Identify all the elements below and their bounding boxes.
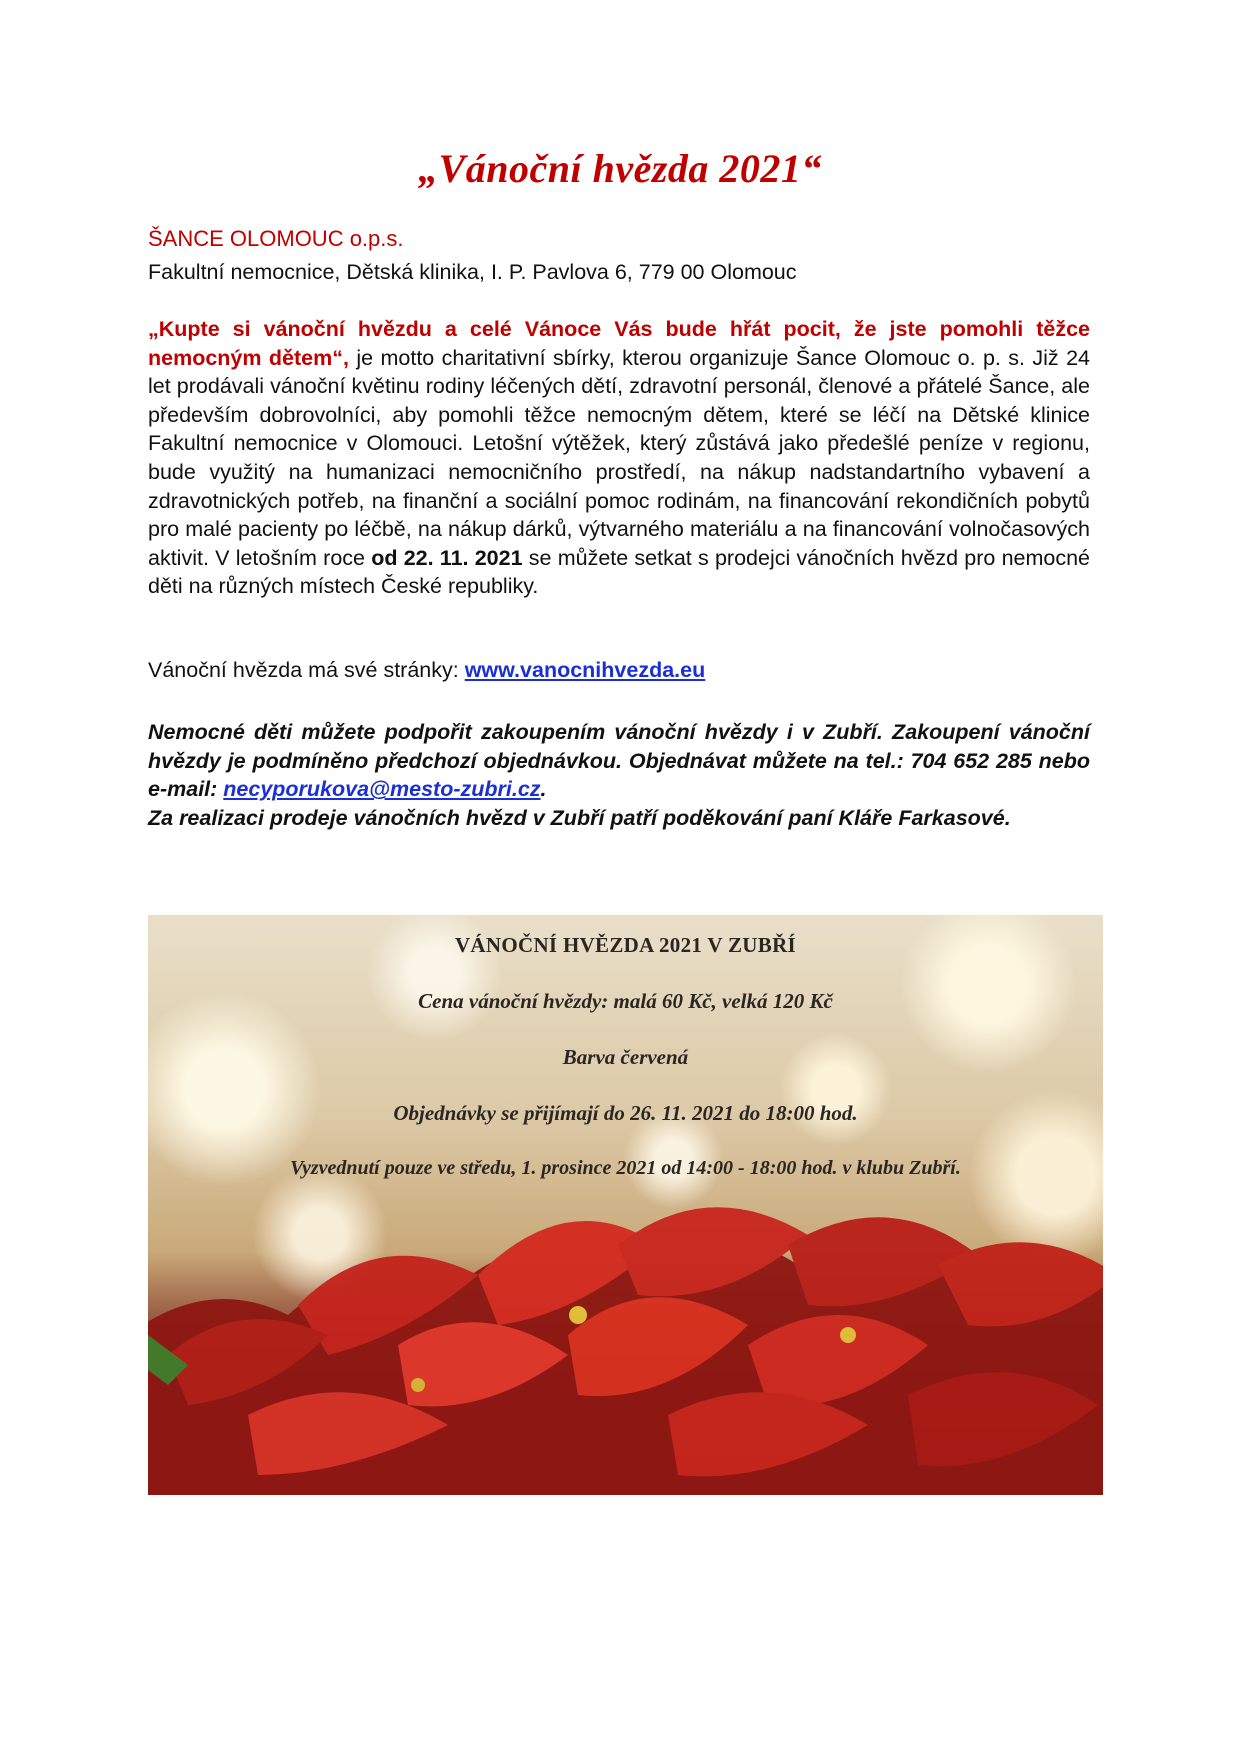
article-sale-date: od 22. 11. 2021 [371, 545, 523, 570]
zubri-section [148, 718, 1090, 832]
zubri-thanks-paragraph: Za realizaci prodeje vánočních hvězd v Zubří patří poděkování paní Kláře Farkasové. [148, 805, 1011, 830]
article-body-part-1: je motto charitativní sbírky, kterou organizuje Šance Olomouc o. p. s. Již 24 let prodávali vánoční květinu rodiny léčených dětí, zdravotní personál, členové a přátelé Šance, ale především dobrovolníci, aby pomohli těžce nemocným dětem, které se léčí na Dětské klinice Fakultní nemocnice v Olomouci. Letošní výtěžek, který zůstává jako předešlé peníze v regionu, bude využitý na humanizaci nemocničního prostředí, na nákup nadstandartního vybavení a zdravotnických potřeb, na finanční a sociální pomoc rodinám, na financování rekondičních pobytů pro malé pacienty po léčbě, na nákup dárků, výtvarného materiálu a na financování volnočasových aktivit. V letošním roce [148, 345, 1090, 570]
flyer-color: Barva červená [562, 1045, 689, 1069]
flyer-image [148, 915, 1103, 1495]
flyer-pickup-info: Vyzvednutí pouze ve středu, 1. prosince 2021 od 14:00 - 18:00 hod. v klubu Zubří. [290, 1157, 961, 1179]
organization-address: Fakultní nemocnice, Dětská klinika, I. P. Pavlova 6, 779 00 Olomouc [148, 260, 797, 284]
zubri-order-text: Nemocné děti můžete podpořit zakoupením vánoční hvězdy i v Zubří. Zakoupení vánoční hvězdy je podmíněno předchozí objednávkou. Objednávat můžete na tel.: 704 652 285 nebo e-mail: [148, 720, 1090, 802]
flyer-heading: VÁNOČNÍ HVĚZDA 2021 V ZUBŘÍ [454, 933, 797, 957]
article-paragraph [148, 315, 1090, 601]
flyer-price: Cena vánoční hvězdy: malá 60 Kč, velká 120 Kč [418, 989, 833, 1013]
contact-email-link[interactable]: necyporukova@mesto-zubri.cz [223, 777, 541, 802]
flyer-order-deadline: Objednávky se přijímají do 26. 11. 2021 do 18:00 hod. [393, 1101, 858, 1125]
website-prefix: Vánoční hvězda má své stránky: [148, 658, 465, 682]
zubri-order-paragraph [148, 718, 1090, 804]
website-line [148, 658, 705, 683]
website-link[interactable]: www.vanocnihvezda.eu [464, 658, 706, 682]
article-motto: „Kupte si vánoční hvězdu a celé Vánoce Vás bude hřát pocit, že jste pomohli těžce nemocným dětem“, [148, 317, 1090, 370]
zubri-order-end: . [540, 777, 547, 802]
page-title: „Vánoční hvězda 2021“ [418, 146, 822, 191]
organization-name: ŠANCE OLOMOUC o.p.s. [148, 226, 404, 251]
article-body-part-2: se můžete setkat s prodejci vánočních hvězd pro nemocné děti na různých místech České republiky. [148, 545, 1091, 599]
